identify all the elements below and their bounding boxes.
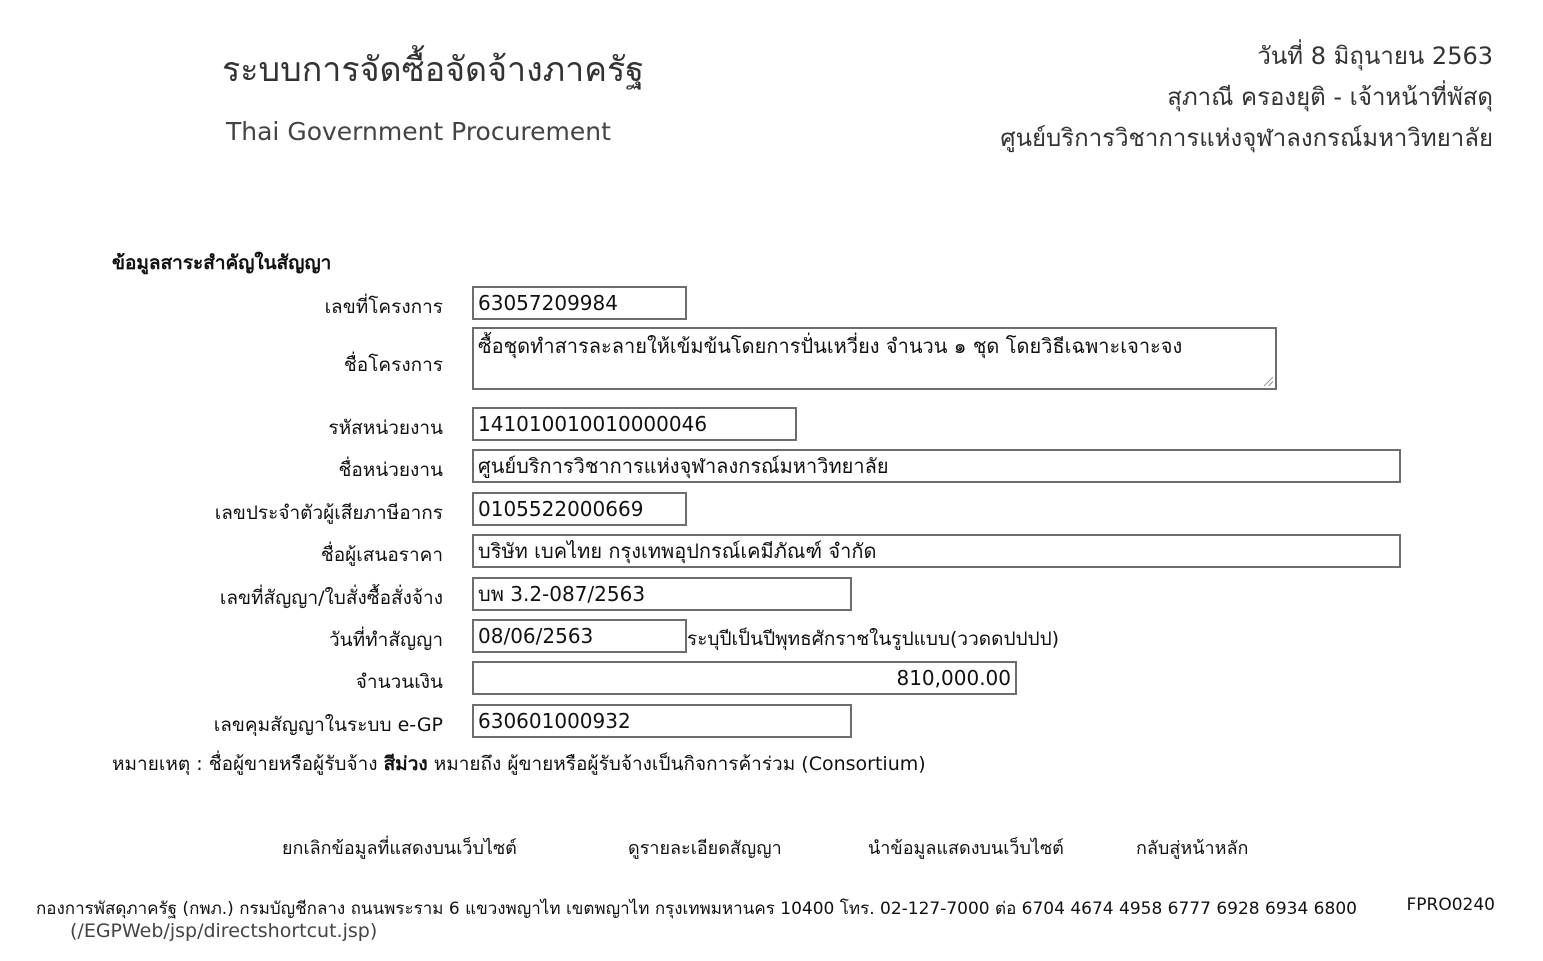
header-organization: ศูนย์บริการวิชาการแห่งจุฬาลงกรณ์มหาวิทยาลัย xyxy=(1000,124,1493,152)
resize-grip-icon[interactable] xyxy=(1264,377,1273,386)
view-contract-button[interactable]: ดูรายละเอียดสัญญา xyxy=(628,838,782,859)
publish-button[interactable]: นำข้อมูลแสดงบนเว็บไซต์ xyxy=(868,838,1064,859)
back-home-button[interactable]: กลับสู่หน้าหลัก xyxy=(1136,838,1249,859)
egp-control-no-field[interactable]: 630601000932 xyxy=(472,704,852,738)
project-no-label: เลขที่โครงการ xyxy=(324,296,443,318)
footer-address: กองการพัสดุภาครัฐ (กพภ.) กรมบัญชีกลาง ถนนพระราม 6 แขวงพญาไท เขตพญาไท กรุงเทพมหานคร 10400 โทร. 02-127-7000 ต่อ 6704 4674 4958 6777 6928 6934 6800 xyxy=(36,899,1357,919)
agency-code-field[interactable]: 141010010010000046 xyxy=(472,407,797,441)
project-name-label: ชื่อโครงการ xyxy=(343,354,443,376)
footer-page-code: FPRO0240 xyxy=(1406,895,1495,915)
project-no-field[interactable]: 63057209984 xyxy=(472,286,687,320)
egp-control-no-label: เลขคุมสัญญาในระบบ e-GP xyxy=(213,714,443,736)
section-title: ข้อมูลสาระสำคัญในสัญญา xyxy=(112,252,332,274)
cancel-publish-button[interactable]: ยกเลิกข้อมูลที่แสดงบนเว็บไซต์ xyxy=(282,838,517,859)
contract-date-hint: ระบุปีเป็นปีพุทธศักราชในรูปแบบ(ววดดปปปป) xyxy=(687,628,1060,650)
remark-emphasis: สีม่วง xyxy=(383,753,428,775)
amount-label: จำนวนเงิน xyxy=(355,671,443,693)
bidder-name-label: ชื่อผู้เสนอราคา xyxy=(320,544,443,566)
amount-field[interactable]: 810,000.00 xyxy=(472,661,1017,695)
remark-prefix: หมายเหตุ : ชื่อผู้ขายหรือผู้รับจ้าง xyxy=(112,753,384,775)
contract-date-field[interactable]: 08/06/2563 xyxy=(472,619,687,653)
contract-no-label: เลขที่สัญญา/ใบสั่งซื้อสั่งจ้าง xyxy=(219,587,443,609)
bidder-name-field[interactable]: บริษัท เบคไทย กรุงเทพอุปกรณ์เคมีภัณฑ์ จำกัด xyxy=(472,534,1401,568)
contract-date-label: วันที่ทำสัญญา xyxy=(328,629,443,651)
footer-url: (/EGPWeb/jsp/directshortcut.jsp) xyxy=(70,920,378,942)
remark-suffix: หมายถึง ผู้ขายหรือผู้รับจ้างเป็นกิจการค้าร่วม (Consortium) xyxy=(427,753,926,775)
tax-id-field[interactable]: 0105522000669 xyxy=(472,492,687,526)
header-officer: สุภาณี ครองยุติ - เจ้าหน้าที่พัสดุ xyxy=(1167,83,1493,111)
system-title-thai: ระบบการจัดซื้อจัดจ้างภาครัฐ xyxy=(222,50,645,90)
agency-name-field[interactable]: ศูนย์บริการวิชาการแห่งจุฬาลงกรณ์มหาวิทยาลัย xyxy=(472,449,1401,483)
tax-id-label: เลขประจำตัวผู้เสียภาษีอากร xyxy=(214,502,443,524)
agency-name-label: ชื่อหน่วยงาน xyxy=(338,459,443,481)
agency-code-label: รหัสหน่วยงาน xyxy=(328,417,443,439)
project-name-value: ซื้อชุดทำสารละลายให้เข้มข้นโดยการปั่นเหวี่ยง จำนวน ๑ ชุด โดยวิธีเฉพาะเจาะจง xyxy=(478,334,1183,358)
remark-note xyxy=(112,749,926,779)
project-name-textarea[interactable] xyxy=(472,327,1277,390)
system-title-english: Thai Government Procurement xyxy=(226,117,611,146)
header-info xyxy=(1000,36,1493,159)
header-date: วันที่ 8 มิถุนายน 2563 xyxy=(1257,42,1493,70)
contract-no-field[interactable]: บพ 3.2-087/2563 xyxy=(472,577,852,611)
